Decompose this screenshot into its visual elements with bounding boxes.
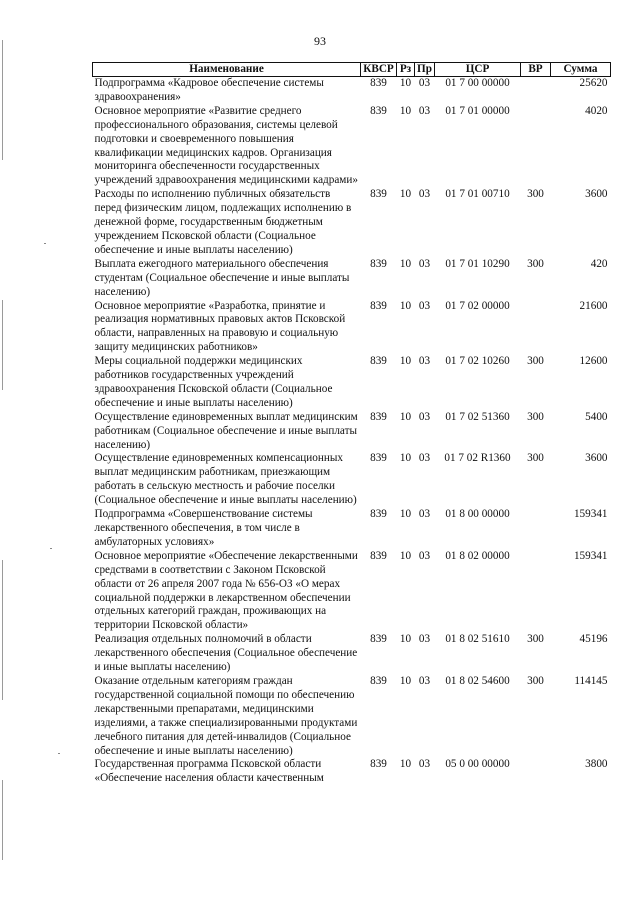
row-rz: 10	[399, 452, 412, 465]
table-row	[93, 508, 611, 550]
row-rz: 10	[399, 410, 412, 423]
scan-speck	[58, 753, 60, 754]
row-kvsr: 839	[370, 188, 387, 201]
table-row	[93, 300, 611, 356]
row-rz: 10	[399, 674, 412, 687]
row-vr: 300	[527, 355, 544, 368]
row-sum: 3800	[585, 758, 608, 771]
row-pr: 03	[418, 257, 431, 270]
table-row	[93, 411, 611, 453]
row-kvsr: 839	[370, 633, 387, 646]
row-csr: 01 7 01 00710	[445, 188, 510, 201]
row-kvsr: 839	[370, 257, 387, 270]
row-sum: 3600	[585, 188, 608, 201]
row-pr: 03	[418, 355, 431, 368]
row-vr	[521, 77, 551, 105]
row-name: Осуществление единовременных компенсационных выплат медицинским работникам, приезжающим работать в сельскую местность и рабочие поселки (Социальное обеспечение и иные выплаты населению)	[94, 452, 357, 507]
row-csr: 01 8 02 51610	[445, 633, 510, 646]
row-sum: 25620	[579, 77, 608, 89]
row-pr: 03	[418, 549, 431, 562]
row-name: Меры социальной поддержки медицинских работников государственных учреждений здравоохранения Псковской области (Социальное обеспечение и иные выплаты населению)	[94, 355, 333, 409]
row-kvsr: 839	[370, 410, 387, 423]
header-vr: ВР	[521, 63, 551, 77]
row-pr: 03	[418, 674, 431, 687]
row-name: Осуществление единовременных выплат медицинским работникам (Социальное обеспечение и иные выплаты населению)	[94, 410, 358, 451]
header-name: Наименование	[93, 63, 361, 77]
row-csr: 01 7 01 00000	[445, 104, 510, 117]
row-sum: 4020	[585, 104, 608, 117]
table-row	[93, 633, 611, 675]
row-rz: 10	[399, 299, 412, 312]
row-sum: 45196	[579, 633, 608, 646]
row-rz: 10	[399, 633, 412, 646]
row-csr: 01 8 02 00000	[445, 549, 510, 562]
table-row	[93, 675, 611, 758]
row-rz: 10	[399, 188, 412, 201]
row-vr: 300	[527, 257, 544, 270]
row-sum: 21600	[579, 299, 608, 312]
row-sum: 3600	[585, 452, 608, 465]
row-kvsr: 839	[370, 355, 387, 368]
row-csr: 01 7 02 R1360	[444, 452, 511, 465]
scan-speck	[44, 243, 46, 244]
scan-edge-artifact	[0, 0, 8, 905]
row-pr: 03	[418, 410, 431, 423]
row-rz: 10	[399, 758, 412, 771]
row-csr: 01 7 02 10260	[445, 355, 510, 368]
row-kvsr: 839	[370, 104, 387, 117]
row-csr: 01 7 01 10290	[445, 257, 510, 270]
row-rz: 10	[399, 549, 412, 562]
row-name: Государственная программа Псковской области «Обеспечение населения области качественным	[94, 758, 324, 785]
row-name: Расходы по исполнению публичных обязательств перед физическим лицом, подлежащих исполнению в денежной форме, государственным бюджетным учреждением Псковской области (Социальное обеспечение и иные выплаты населению)	[94, 188, 352, 256]
row-name: Подпрограмма «Совершенствование системы лекарственного обеспечения, в том числе в амбулаторных условиях»	[94, 508, 313, 548]
row-name: Оказание отдельным категориям граждан государственной социальной помощи по обеспечению лекарственными препаратами, медицинскими изделиями, а также специализированными продуктами лечебного питания для детей-инвалидов (Социальное обеспечение и иные выплаты населению)	[94, 674, 358, 757]
table-row	[93, 188, 611, 258]
table-row	[93, 77, 611, 105]
row-name: Основное мероприятие «Обеспечение лекарственными средствами в соответствии с Законом Псковской области от 26 апреля 2007 года № 656-ОЗ «О мерах социальной поддержки в лекарственном обеспечении отдельных категорий граждан, проживающих на территории Псковской области»	[94, 549, 358, 632]
row-vr	[521, 105, 551, 188]
row-kvsr: 839	[370, 508, 387, 521]
row-csr: 01 8 02 54600	[445, 674, 510, 687]
row-rz: 10	[399, 77, 412, 89]
row-pr: 03	[418, 299, 431, 312]
header-sum: Сумма	[551, 63, 611, 77]
header-kvsr: КВСР	[361, 63, 397, 77]
table-row	[93, 105, 611, 188]
row-vr: 300	[527, 188, 544, 201]
row-sum: 159341	[573, 508, 608, 521]
row-vr: 300	[527, 452, 544, 465]
page-number: 93	[314, 34, 326, 48]
row-pr: 03	[418, 758, 431, 771]
row-sum: 420	[590, 257, 608, 270]
row-vr	[521, 508, 551, 550]
row-name: Подпрограмма «Кадровое обеспечение системы здравоохранения»	[94, 77, 324, 103]
scan-speck	[50, 548, 52, 549]
row-kvsr: 839	[370, 299, 387, 312]
row-name: Реализация отдельных полномочий в области лекарственного обеспечения (Социальное обеспечение и иные выплаты населению)	[94, 633, 358, 674]
header-row	[93, 63, 611, 77]
row-kvsr: 839	[370, 758, 387, 771]
row-name: Выплата ежегодного материального обеспечения студентам (Социальное обеспечение и иные выплаты населению)	[94, 257, 350, 298]
row-csr: 05 0 00 00000	[445, 758, 510, 771]
header-csr: ЦСР	[435, 63, 521, 77]
table-body	[93, 77, 611, 787]
row-vr	[521, 550, 551, 633]
row-csr: 01 7 00 00000	[445, 77, 510, 89]
row-kvsr: 839	[370, 77, 387, 89]
table-row	[93, 258, 611, 300]
row-pr: 03	[418, 633, 431, 646]
row-pr: 03	[418, 508, 431, 521]
header-rz: Рз	[397, 63, 415, 77]
row-sum: 114145	[574, 674, 608, 687]
row-csr: 01 7 02 00000	[445, 299, 510, 312]
row-pr: 03	[418, 104, 431, 117]
table-row	[93, 452, 611, 508]
row-kvsr: 839	[370, 674, 387, 687]
row-kvsr: 839	[370, 452, 387, 465]
header-pr: Пр	[415, 63, 435, 77]
row-csr: 01 8 00 00000	[445, 508, 510, 521]
row-rz: 10	[399, 257, 412, 270]
row-rz: 10	[399, 104, 412, 117]
row-vr	[521, 300, 551, 356]
table-row	[93, 355, 611, 411]
table-row	[93, 758, 611, 786]
table-row	[93, 550, 611, 633]
row-name: Основное мероприятие «Развитие среднего профессионального образования, системы целевой подготовки и своевременного повышения квалификации медицинских кадров. Организация мониторинга обеспеченности государственных учреждений здравоохранения медицинскими кадрами»	[94, 104, 358, 187]
row-sum: 12600	[579, 355, 608, 368]
row-pr: 03	[418, 188, 431, 201]
row-name: Основное мероприятие «Разработка, принятие и реализация нормативных правовых актов Псковской области, направленных на правовую и социальную защиту медицинских работников»	[94, 299, 346, 354]
row-vr: 300	[527, 633, 544, 646]
row-rz: 10	[399, 508, 412, 521]
row-vr: 300	[527, 674, 544, 687]
table-header	[93, 63, 611, 77]
row-pr: 03	[418, 452, 431, 465]
row-vr: 300	[527, 410, 544, 423]
budget-table	[92, 62, 611, 786]
row-pr: 03	[418, 77, 431, 89]
row-sum: 5400	[585, 410, 608, 423]
row-rz: 10	[399, 355, 412, 368]
row-vr	[521, 758, 551, 786]
row-sum: 159341	[573, 549, 608, 562]
row-csr: 01 7 02 51360	[445, 410, 510, 423]
row-kvsr: 839	[370, 549, 387, 562]
